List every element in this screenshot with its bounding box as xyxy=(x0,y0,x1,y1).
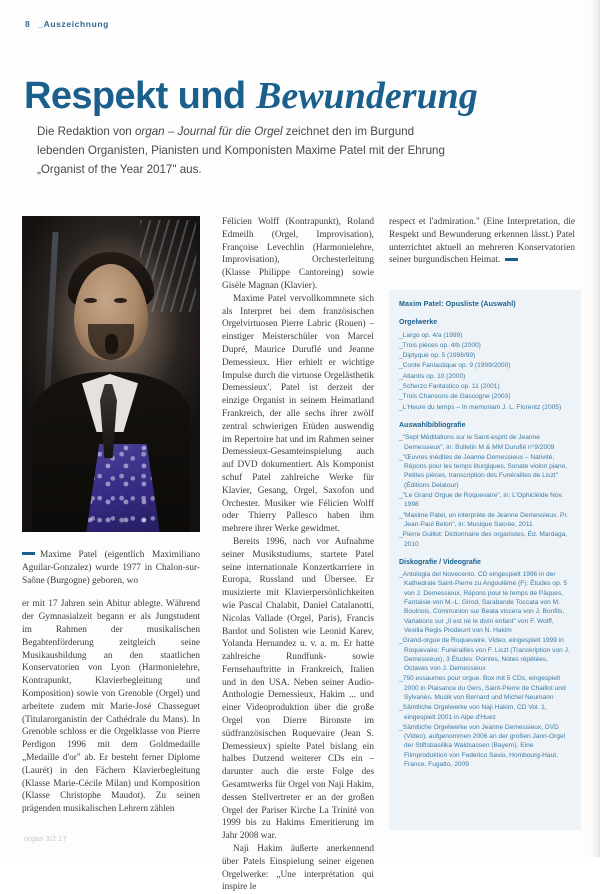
page-number: 8 xyxy=(25,19,31,29)
column-right xyxy=(389,216,575,267)
info-item: _Sämtliche Orgelwerke von Naji Hakim, CD Vol. 1, eingespielt 2001 in Alpe d'Huez xyxy=(399,704,547,721)
page-title xyxy=(24,75,478,117)
section-label: _Auszeichnung xyxy=(38,19,109,29)
end-dash-icon xyxy=(505,258,518,261)
info-box-title: Maxim Patel: Opusliste (Auswahl) xyxy=(399,300,516,308)
paragraph: Félicien Wolff (Kontrapunkt), Roland Edmeilh (Orgel, Improvisation), Françoise Levechlin (Harmonielehre, Improvisation), Orchesterleitung (Klasse Philippe Cantoreing) sowie Gisèle Magnan (Klavier). xyxy=(222,217,374,291)
info-item: _Trois pièces op. 4/b (2000) xyxy=(399,341,481,349)
info-item: _Pierre Guillot: Dictionnaire des organistes, Éd. Mardaga, 2010 xyxy=(399,531,568,548)
headline-italic: Bewunderung xyxy=(256,75,478,118)
lead-journal-name: organ – Journal für die Orgel xyxy=(134,125,283,138)
paragraph: Bereits 1996, nach vor Aufnahme seiner Musikstudiums, startete Patel seine internationale Konzertkarriere in Europa, Russland und Übersee. Er musizierte mit Klavierpersönlichkeiten wie Pascal Chalabit, Daniel Catalanotti, Nicolas Vallade (Orgel, Paris), Francis Bardot und Solisten wie Leonid Karev, Yolanda Hernandez u. v. a. m. Er hatte zahlreiche Rundfunk- sowie Fernsehauftritte in Frankreich, Italien und in den USA. Neben seiner Audio-Anthologie Demessieux, Hakim ... und einer Videoproduktion über die große Orgel von Dierre Bironste im südfranzösischen Roquevaire (Jean S. Demessieux) spielte Patel bislang ein halbes Dutzend weiterer CDs ein – darunter auch die erste Folge des Gesamtwerks für Orgel von Naji Hakim, dessen Stellvertreter er an der großen Orgel der Pariser Kirche La Trinité von 1999 bis zu Hakims Emeritierung im Jahr 2008 war. xyxy=(222,536,374,842)
scan-edge-shadow xyxy=(590,0,600,857)
info-item: _"Maxime Patel, un interprète de Jeanne Demessieux. Pr. Jean-Paul Belon", in: Musique Sacrée, 2011 xyxy=(399,511,569,528)
photo-goatee xyxy=(105,334,118,354)
caption-text: Maxime Patel (eigentlich Maximiliano Aguilar-Gonzalez) wurde 1977 in Chalon-sur-Saône (Burgogne) geboren, wo xyxy=(22,550,200,586)
info-item: _Sämtliche Orgelwerke von Jeanne Demessieux, DVD (Video), aufgenommen 2006 an der großen Jann-Orgel der Stiftsbasilika Waldsassen (Bayern). Eine Filmproduktion von Federico Savio, Hombourg-Haut, France. Fugatto, 2009 xyxy=(399,723,566,769)
footer-issue: organ 3/2.17 xyxy=(24,836,67,843)
info-section-heading: Orgelwerke xyxy=(399,319,438,327)
lead-part-2: zeichnet den im Burgund lebenden Organisten, Pianisten und Komponisten Maxime Patel mit der Ehrung „Organist of the Year 2017" aus. xyxy=(37,125,445,176)
paragraph: er mit 17 Jahren sein Abitur ablegte. Während der Gymnasialzeit begann er als Jungstudent im Rahmen der musikalischen Begabtenförderung zeitgleich seine Musikausbildung an den staatlichen Konservatorien von Lyon (Harmonielehre, Kontrapunkt, Klavierbegleitung und Komposition) sowie von Grenoble (Orgel) und arbeitete zudem mit Marie-José Chasseguet (Titularorganistin der Cathédrale du Mans). In Grenoble schloss er die Orgelklasse von Pierre Perdigon 1996 mit dem Goldmedaille „Medaille d'or" ab. Er besteht ferner Diplome (Laurét) in den Fächern Klavierbegleitung (Klasse Marie-Cécile Milan) und Komposition (Klasse Christophe Maudot). Zu seinen prägenden musikalischen Lehrern zählen xyxy=(22,599,200,815)
paragraph-text: respect et l'admiration." (Eine Interpretation, die Respekt und Bewunderung erkennen lässt.) Patel unterrichtet aktuell an mehreren Konservatorien seiner burgundischen Heimat. xyxy=(389,217,575,266)
info-item: _L'Heure du temps – In memoriam J. L. Florentz (2005) xyxy=(399,403,562,411)
column-left xyxy=(22,216,200,816)
caption-dash-icon xyxy=(22,552,35,555)
info-item: _"Le Grand Orgue de Roquevaire", in: L'Ophicléide Nov. 1998 xyxy=(399,492,564,509)
info-item: _Conte Fantastique op. 9 (1999/2000) xyxy=(399,362,511,370)
info-item: _Grand-orgue de Roquevaire. Video, eingespielt 1999 in Roquevaire: Funérailles von F. Liszt (Transkription von J. Demessieux), 3 Études: Pointes, Notes répétées, Octaves von J. Demessieux xyxy=(399,637,570,673)
info-item: _"Sept Méditations sur le Saint-esprit de Jeanne Demessieux", in: Bulletin M & MM Duruflé n°9/2009 xyxy=(399,434,555,451)
headline-regular: Respekt und xyxy=(24,75,246,118)
photo-caption xyxy=(22,549,200,587)
info-item: _Antologia del Novecento. CD eingespielt 1996 in der Kathedrale Saint-Pierre zu Angoulême (F): Études op. 5 von J. Demessieux, Répons pour le temps de Pâques, Fantaisie von M.-L. Girod, Sarabande Toccata von M. Boulnois, Communion sur Beata viscera von J. Bonfils, Variations sur „Il est né le divin enfant" von F. Wolff, Vexilla Regis Prodeunt von N. Hakim xyxy=(399,571,568,634)
running-head xyxy=(25,19,109,29)
info-item: _750 essaumes pour orgue. Box mit 5 CDs, eingespielt 2000 in Plaisance du Gers, Saint-Pierre de Chaillot und Sylvanès. Musik von Bernard und Michel Neumann xyxy=(399,675,566,701)
info-item: _Scherzo Fantastico op. 11 (2001) xyxy=(399,383,500,391)
portrait-photo xyxy=(22,216,200,532)
paragraph xyxy=(389,216,575,267)
paragraph: Naji Hakim äußerte anerkennend über Patels Einspielung seiner eigenen Orgelwerke: „Une interprétation qui inspire le xyxy=(222,844,374,893)
column-left-body xyxy=(22,598,200,816)
lead-paragraph xyxy=(37,122,457,179)
info-item: _Trois Chansons de Gascogne (2003) xyxy=(399,393,511,401)
lead-part-1: Die Redaktion von xyxy=(37,125,135,138)
photo-eye-right xyxy=(114,298,127,303)
photo-eye-left xyxy=(84,298,97,303)
info-section-heading: Diskografie / Videografie xyxy=(399,558,481,566)
info-item: _"Œuvres inédites de Jeanne Demessieux – Nativité, Répons pour les temps liturgiques, Sonate violon piano, Petites pièces, transcription des Funérailles de Liszt" (Éditions Delatour) xyxy=(399,453,568,489)
info-item: _Atlantis op. 10 (2000) xyxy=(399,372,466,380)
info-box xyxy=(389,290,581,830)
info-item: _Diptyque op. 5 (1998/99) xyxy=(399,352,476,360)
column-middle xyxy=(222,216,374,894)
info-item: _Largo op. 4/a (1999) xyxy=(399,331,463,339)
info-section-heading: Auswahlbibliografie xyxy=(399,421,466,429)
paragraph: Maxime Patel vervollkommnete sich als Interpret bei dem französischen Orgelvirtuosen Pierre Labric (Rouen) – einstiger Meisterschüler von Marcel Dupré, Maurice Duruflé und Jeanne Demessieux. Hier erhielt er wichtige Impulse durch die virtuose Orgelästhetik Demessieux'. Patel ist derzeit der einzige Organist in seinem Heimatland Frankreich, der alle sechs ihrer zwölf zentral schwierigen Etüden auswendig im Repertoire hat und im Rahmen seiner Demessieux-Gesamteinspielung auch auf DVD dokumentiert. Als Komponist schuf Patel zahlreiche Werke für Klavier, Gesang, Orgel, Saxofon und Orchester. Musiker wie Félicien Wolff oder Thierry Pallesco haben ihm mehrere ihrer Werke gewidmet. xyxy=(222,293,374,535)
